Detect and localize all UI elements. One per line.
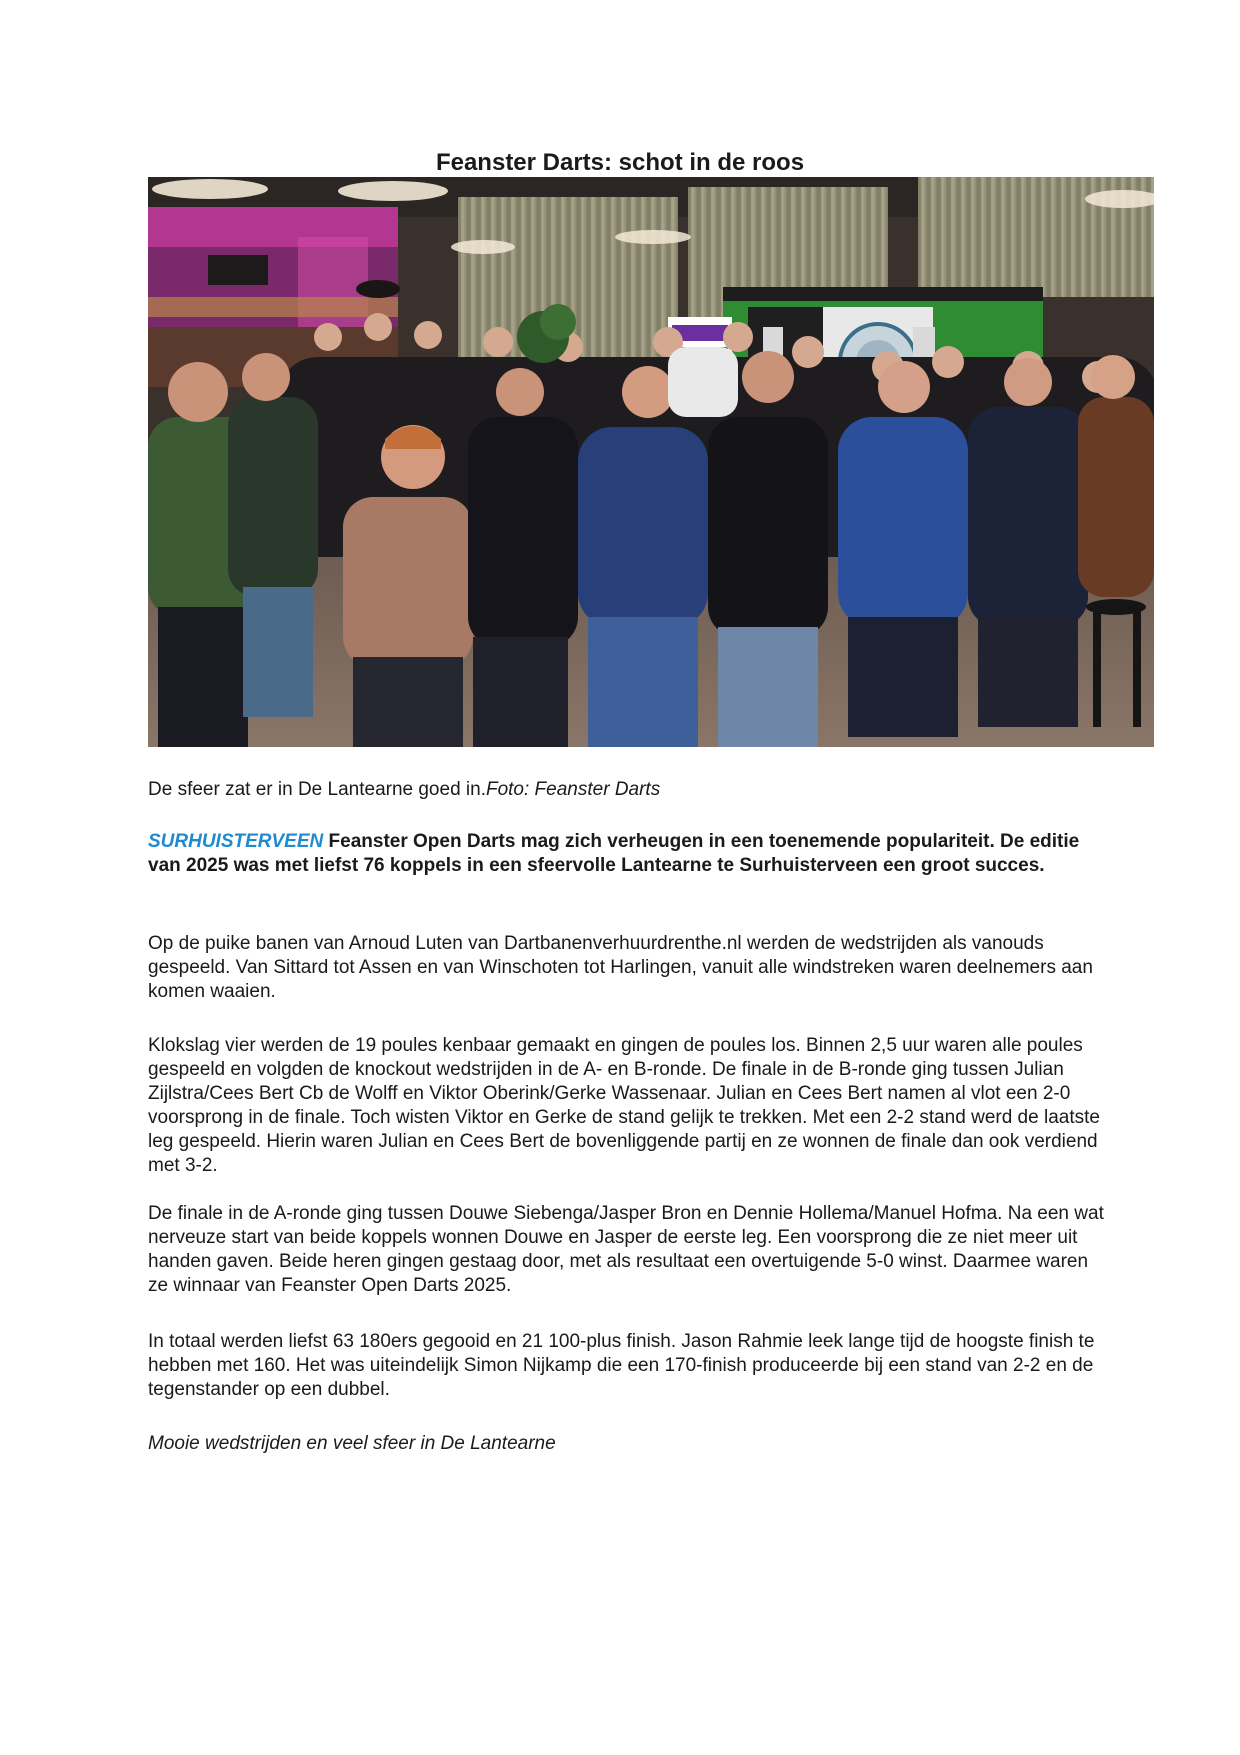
closing-line: Mooie wedstrijden en veel sfeer in De Lantearne [148,1433,556,1454]
dateline: SURHUISTERVEEN [148,831,324,852]
body-paragraph-2: Klokslag vier werden de 19 poules kenbaar gemaakt en gingen de poules los. Binnen 2,5 uur waren alle poules gespeeld en volgden de knockout wedstrijden in de A- en B-ronde. De finale in de B-ronde ging tussen Julian Zijlstra/Cees Bert Cb de Wolff en Viktor Oberink/Gerke Wassenaar. Julian en Cees Bert namen al vlot een 2-0 voorsprong in de finale. Toch wisten Viktor en Gerke de stand gelijk te trekken. Met een 2-2 stand werd de laatste leg gespeeld. Hierin waren Julian en Cees Bert de bovenliggende partij en ze wonnen de finale dan ook verdiend met 3-2. [148,1035,1100,1176]
lead-text: Feanster Open Darts mag zich verheugen in een toenemende populariteit. De editie van 2025 was met liefst 76 koppels in een sfeervolle Lantearne te Surhuisterveen een groot succes. [148,831,1080,876]
body-paragraph-3: De finale in de A-ronde ging tussen Douwe Siebenga/Jasper Bron en Dennie Hollema/Manuel Hofma. Na een wat nerveuze start van beide koppels wonnen Douwe en Jasper de eerste leg. Een voorsprong die ze niet meer uit handen gaven. Beide heren gingen gestaag door, met als resultaat een overtuigende 5-0 winst. Daarmee waren ze winnaar van Feanster Open Darts 2025. [148,1203,1104,1296]
article-title: Feanster Darts: schot in de roos [435,149,805,176]
caption-text: De sfeer zat er in De Lantearne goed in. [148,779,486,800]
lead-paragraph [148,830,1108,878]
caption-credit: Foto: Feanster Darts [485,779,661,800]
body-paragraph-1: Op de puike banen van Arnoud Luten van Dartbanenverhuurdrenthe.nl werden de wedstrijden als vanouds gespeeld. Van Sittard tot Assen en van Winschoten tot Harlingen, vanuit alle windstreken waren deelnemers aan komen waaien. [148,933,1093,1002]
photo-caption [148,778,660,802]
article-photo [148,177,1154,747]
body-paragraph-4: In totaal werden liefst 63 180ers gegooid en 21 100-plus finish. Jason Rahmie leek lange tijd de hoogste finish te hebben met 160. Het was uiteindelijk Simon Nijkamp die een 170-finish produceerde bij een stand van 2-2 en de tegenstander op een dubbel. [148,1331,1095,1400]
